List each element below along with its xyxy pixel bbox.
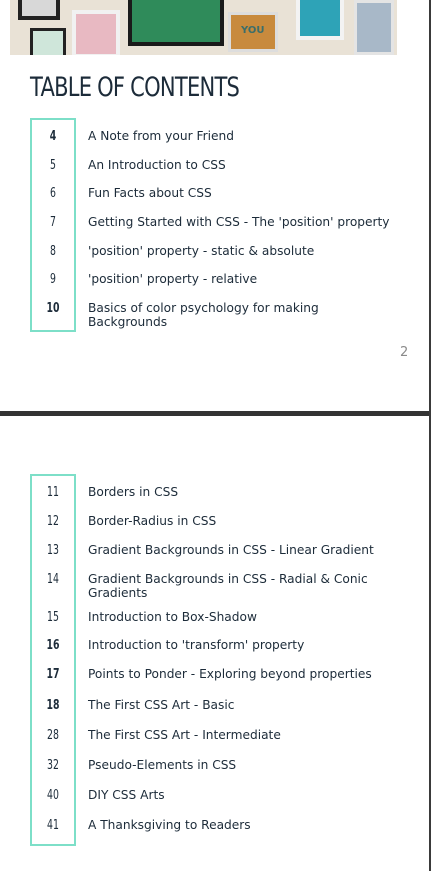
toc-entry-page-number: 11 bbox=[47, 485, 59, 500]
toc-entry-title: Border-Radius in CSS bbox=[88, 514, 217, 528]
toc-entry[interactable] bbox=[0, 483, 429, 503]
photo-frame-4 bbox=[128, 0, 224, 46]
framed-photos-banner bbox=[10, 0, 397, 55]
page-number: 2 bbox=[400, 345, 409, 360]
toc-entry-title: Introduction to Box-Shadow bbox=[88, 610, 257, 624]
toc-entry-page-number: 18 bbox=[46, 698, 60, 713]
toc-entry[interactable] bbox=[0, 127, 429, 147]
photo-frame-7 bbox=[354, 0, 394, 55]
toc-entry[interactable] bbox=[0, 786, 429, 806]
toc-entry-page-number: 9 bbox=[50, 272, 56, 287]
toc-entry-title: Getting Started with CSS - The 'position' property bbox=[88, 215, 390, 229]
toc-entry[interactable] bbox=[0, 270, 429, 290]
toc-entry-title: Gradient Backgrounds in CSS - Radial & Conic Gradients bbox=[88, 572, 368, 600]
toc-entry-page-number: 13 bbox=[47, 543, 59, 558]
photo-frame-1 bbox=[18, 0, 60, 20]
toc-entry-page-number: 32 bbox=[47, 758, 59, 773]
toc-entry[interactable] bbox=[0, 636, 429, 656]
toc-entry-page-number: 4 bbox=[49, 129, 57, 144]
toc-entry-title: Gradient Backgrounds in CSS - Linear Gradient bbox=[88, 543, 374, 557]
toc-entry-page-number: 40 bbox=[47, 788, 59, 803]
toc-entry-page-number: 12 bbox=[47, 514, 59, 529]
toc-entry-title: A Thanksgiving to Readers bbox=[88, 818, 251, 832]
toc-entry-title: 'position' property - relative bbox=[88, 272, 258, 286]
toc-entry-title: Pseudo-Elements in CSS bbox=[88, 758, 237, 772]
toc-entry[interactable] bbox=[0, 242, 429, 262]
toc-entry-title: Introduction to 'transform' property bbox=[88, 638, 305, 652]
toc-entry-title: Fun Facts about CSS bbox=[88, 186, 212, 200]
toc-entry-title: A Note from your Friend bbox=[88, 129, 234, 143]
toc-entry-title: Basics of color psychology for making Backgrounds bbox=[88, 301, 319, 329]
toc-entry-title: Points to Ponder - Exploring beyond properties bbox=[88, 667, 372, 681]
heart-frame bbox=[228, 12, 278, 52]
toc-entry-title: DIY CSS Arts bbox=[88, 788, 165, 802]
toc-entry[interactable] bbox=[0, 726, 429, 746]
toc-entry-page-number: 7 bbox=[50, 215, 56, 230]
page-title: TABLE OF CONTENTS bbox=[30, 72, 240, 103]
toc-entry[interactable] bbox=[0, 541, 429, 561]
toc-entry-page-number: 41 bbox=[47, 818, 59, 833]
toc-entry-page-number: 8 bbox=[50, 244, 56, 259]
photo-frame-2 bbox=[30, 28, 66, 55]
toc-entry-page-number: 15 bbox=[47, 610, 59, 625]
toc-entry-page-number: 14 bbox=[47, 572, 59, 587]
toc-entry[interactable] bbox=[0, 213, 429, 233]
toc-entry-title: An Introduction to CSS bbox=[88, 158, 226, 172]
toc-entry-page-number: 16 bbox=[46, 638, 60, 653]
bird-frame bbox=[296, 0, 344, 40]
toc-entry-page-number: 17 bbox=[46, 667, 60, 682]
toc-entry[interactable] bbox=[0, 816, 429, 836]
heart-frame-text: YOU bbox=[241, 25, 265, 36]
toc-entry[interactable] bbox=[0, 756, 429, 776]
toc-entry-title: 'position' property - static & absolute bbox=[88, 244, 315, 258]
toc-entry[interactable] bbox=[0, 299, 429, 329]
toc-entry-title: Borders in CSS bbox=[88, 485, 179, 499]
toc-entry-page-number: 28 bbox=[47, 728, 59, 743]
toc-entry[interactable] bbox=[0, 512, 429, 532]
photo-frame-3 bbox=[72, 10, 120, 55]
toc-entry-page-number: 6 bbox=[50, 186, 56, 201]
toc-entry[interactable] bbox=[0, 570, 429, 600]
toc-entry[interactable] bbox=[0, 608, 429, 628]
toc-entry-title: The First CSS Art - Intermediate bbox=[88, 728, 281, 742]
toc-entry[interactable] bbox=[0, 696, 429, 716]
toc-entry-page-number: 10 bbox=[46, 301, 60, 316]
toc-entry[interactable] bbox=[0, 184, 429, 204]
toc-entry[interactable] bbox=[0, 665, 429, 685]
toc-entry-page-number: 5 bbox=[50, 158, 56, 173]
toc-entry[interactable] bbox=[0, 156, 429, 176]
toc-page-2 bbox=[0, 416, 429, 871]
toc-entry-title: The First CSS Art - Basic bbox=[88, 698, 235, 712]
toc-page-1 bbox=[0, 0, 429, 411]
